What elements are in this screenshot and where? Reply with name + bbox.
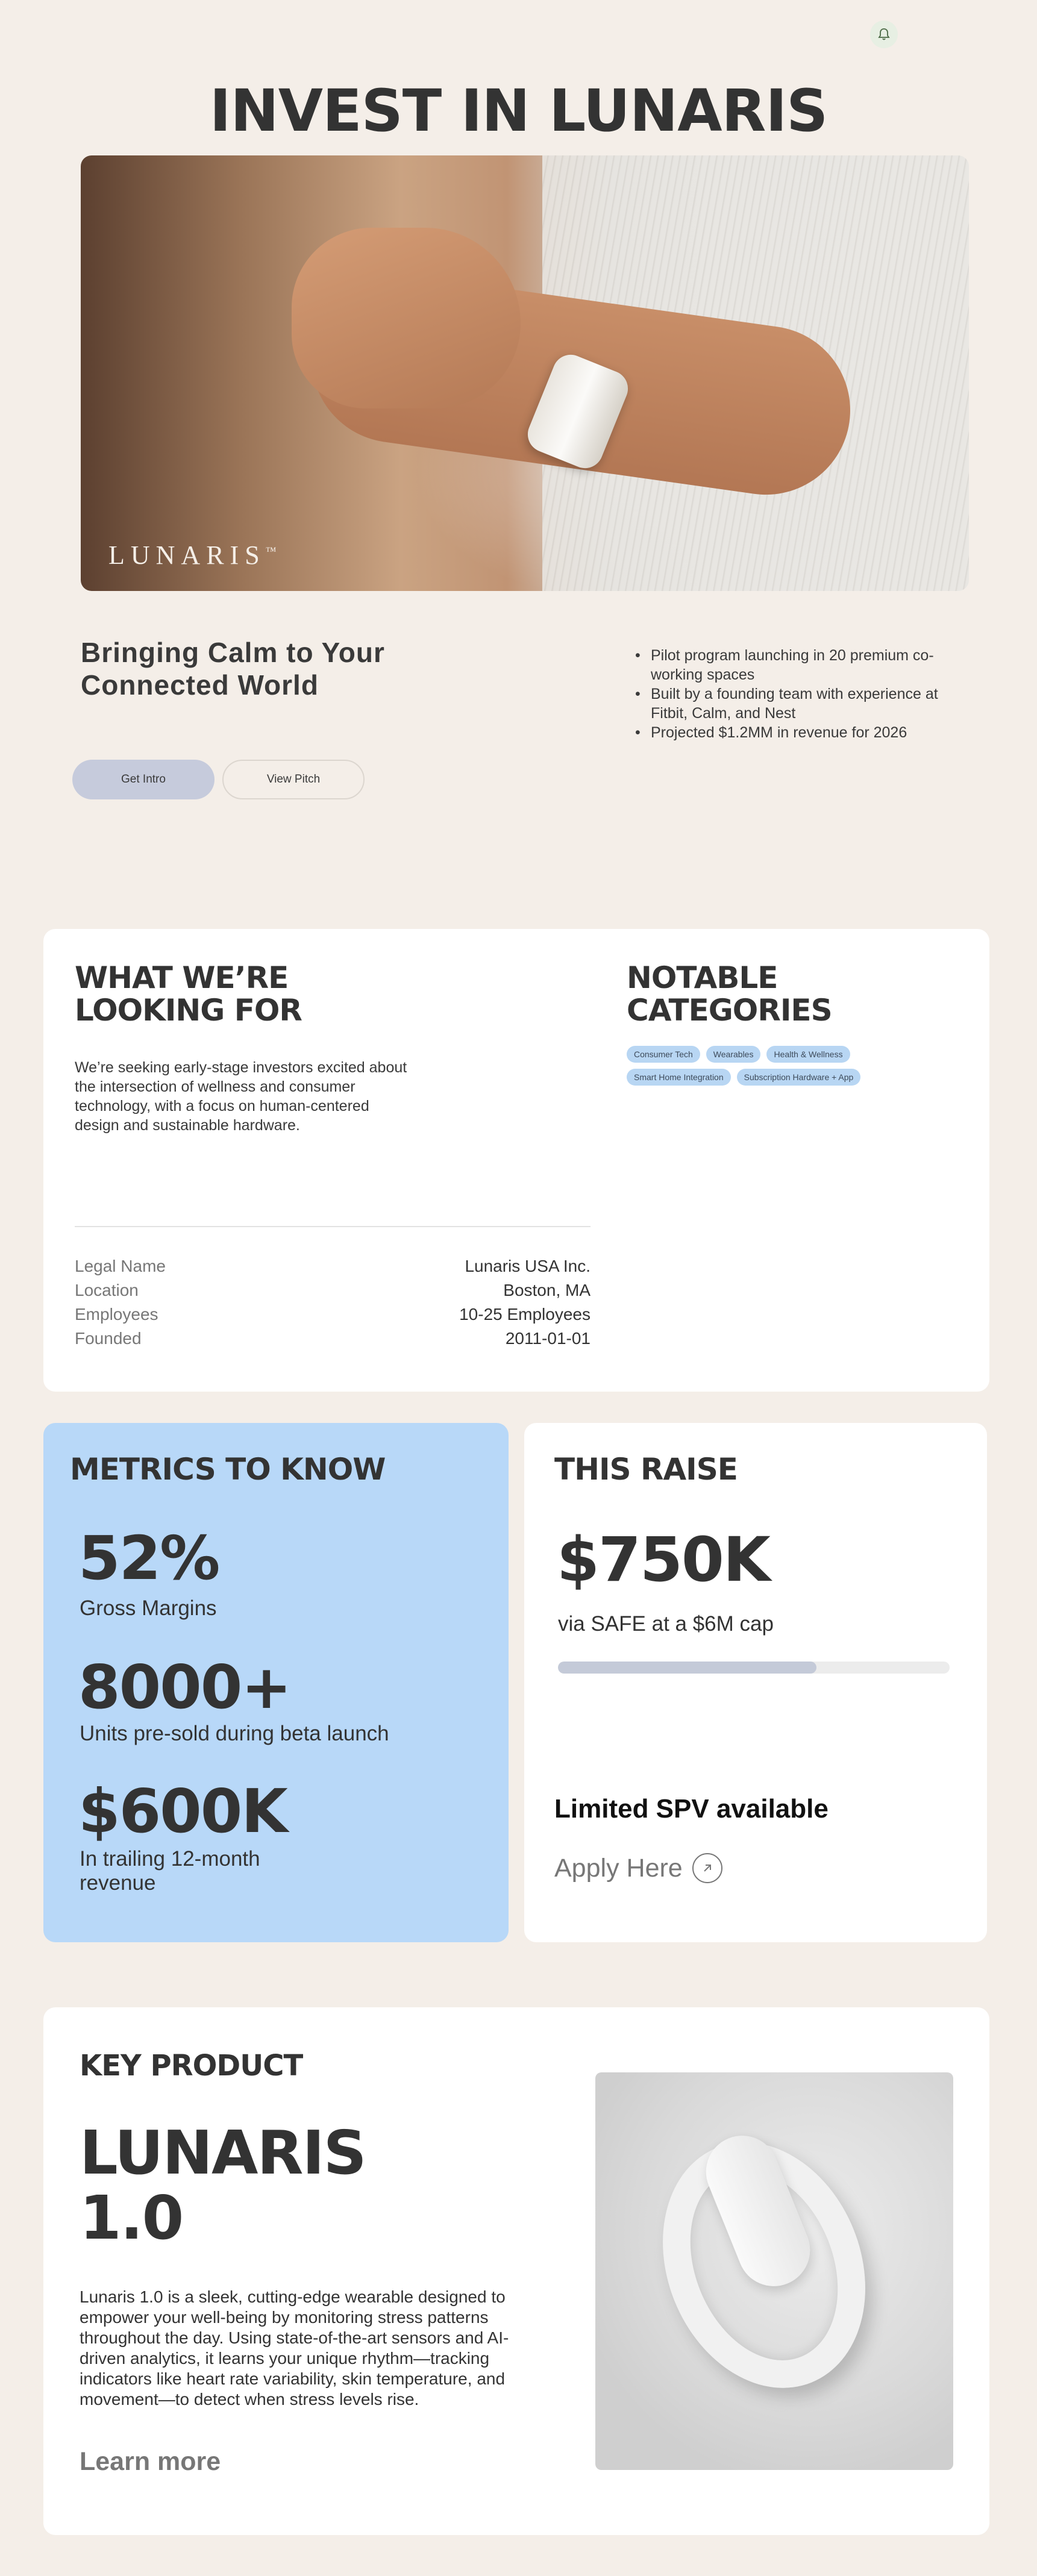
key-product-title: KEY PRODUCT [80, 2049, 303, 2083]
notable-categories-title: NOTABLE CATEGORIES [627, 960, 832, 1028]
category-tags [627, 1046, 880, 1086]
notification-bell-button[interactable] [870, 20, 898, 48]
looking-for-title: WHAT WE’RE LOOKING FOR [75, 960, 302, 1028]
fact-label: Legal Name [75, 1257, 166, 1275]
highlight-item: • Built by a founding team with experience at Fitbit, Calm, and Nest [635, 684, 948, 723]
raise-title: THIS RAISE [554, 1452, 738, 1487]
tagline: Bringing Calm to Your Connected World [81, 637, 385, 701]
hero-hand [292, 228, 521, 408]
category-tag: Subscription Hardware + App [737, 1069, 861, 1086]
bell-icon [878, 28, 890, 41]
category-tag: Consumer Tech [627, 1046, 700, 1063]
apply-here-label: Apply Here [554, 1853, 683, 1883]
category-tag: Smart Home Integration [627, 1069, 731, 1086]
highlights-list [635, 646, 948, 742]
arrow-up-right-icon [692, 1853, 722, 1883]
learn-more-link[interactable]: Learn more [80, 2447, 221, 2476]
fact-row [75, 1302, 591, 1327]
metric-label: Gross Margins [80, 1596, 217, 1620]
company-facts [75, 1254, 591, 1351]
metric-label: In trailing 12-month revenue [80, 1847, 260, 1895]
fact-value: Boston, MA [503, 1281, 591, 1299]
fact-value: 2011-01-01 [505, 1329, 591, 1348]
metric-value: $600K [78, 1776, 287, 1846]
highlight-item: • Pilot program launching in 20 premium co-working spaces [635, 646, 948, 684]
fact-label: Founded [75, 1329, 142, 1348]
raise-terms: via SAFE at a $6M cap [558, 1612, 774, 1636]
category-tag: Wearables [706, 1046, 761, 1063]
metric-value: 8000+ [78, 1652, 291, 1722]
looking-for-description: We’re seeking early-stage investors excited about the intersection of wellness and consumer technology, with a focus on human-centered design and sustainable hardware. [75, 1059, 407, 1134]
category-tag: Health & Wellness [766, 1046, 850, 1063]
hero-image [81, 155, 969, 591]
apply-here-link[interactable] [554, 1853, 722, 1883]
raise-progress-fill [558, 1662, 816, 1674]
page-title: INVEST IN LUNARIS [209, 77, 828, 145]
raise-progress-bar [558, 1662, 950, 1674]
divider [75, 1226, 591, 1227]
fact-value: 10-25 Employees [459, 1305, 591, 1324]
fact-value: Lunaris USA Inc. [465, 1257, 591, 1275]
view-pitch-button[interactable]: View Pitch [222, 760, 365, 799]
product-image [595, 2072, 953, 2470]
fact-label: Location [75, 1281, 139, 1299]
product-name-line: LUNARIS [80, 2118, 366, 2188]
hero-logo: LUNARIS™ [108, 540, 277, 570]
metric-label: Units pre-sold during beta launch [80, 1722, 389, 1745]
fact-row [75, 1254, 591, 1278]
raise-amount: $750K [557, 1524, 769, 1596]
product-name [80, 2118, 366, 2253]
fact-row [75, 1327, 591, 1351]
product-name-line: 1.0 [80, 2183, 183, 2253]
fact-row [75, 1278, 591, 1302]
metrics-title: METRICS TO KNOW [70, 1452, 386, 1487]
fact-label: Employees [75, 1305, 158, 1324]
get-intro-button[interactable]: Get Intro [72, 760, 215, 799]
spv-notice: Limited SPV available [554, 1794, 829, 1824]
highlight-item: • Projected $1.2MM in revenue for 2026 [635, 723, 948, 742]
metric-value: 52% [78, 1523, 219, 1593]
product-description: Lunaris 1.0 is a sleek, cutting-edge wearable designed to empower your well-being by monitoring stress patterns throughout the day. Using state-of-the-art sensors and AI-driven analytics, it learns your unique rhythm—tracking indicators like heart rate variability, skin temperature, and movement—to detect when stress levels rise. [80, 2287, 509, 2409]
